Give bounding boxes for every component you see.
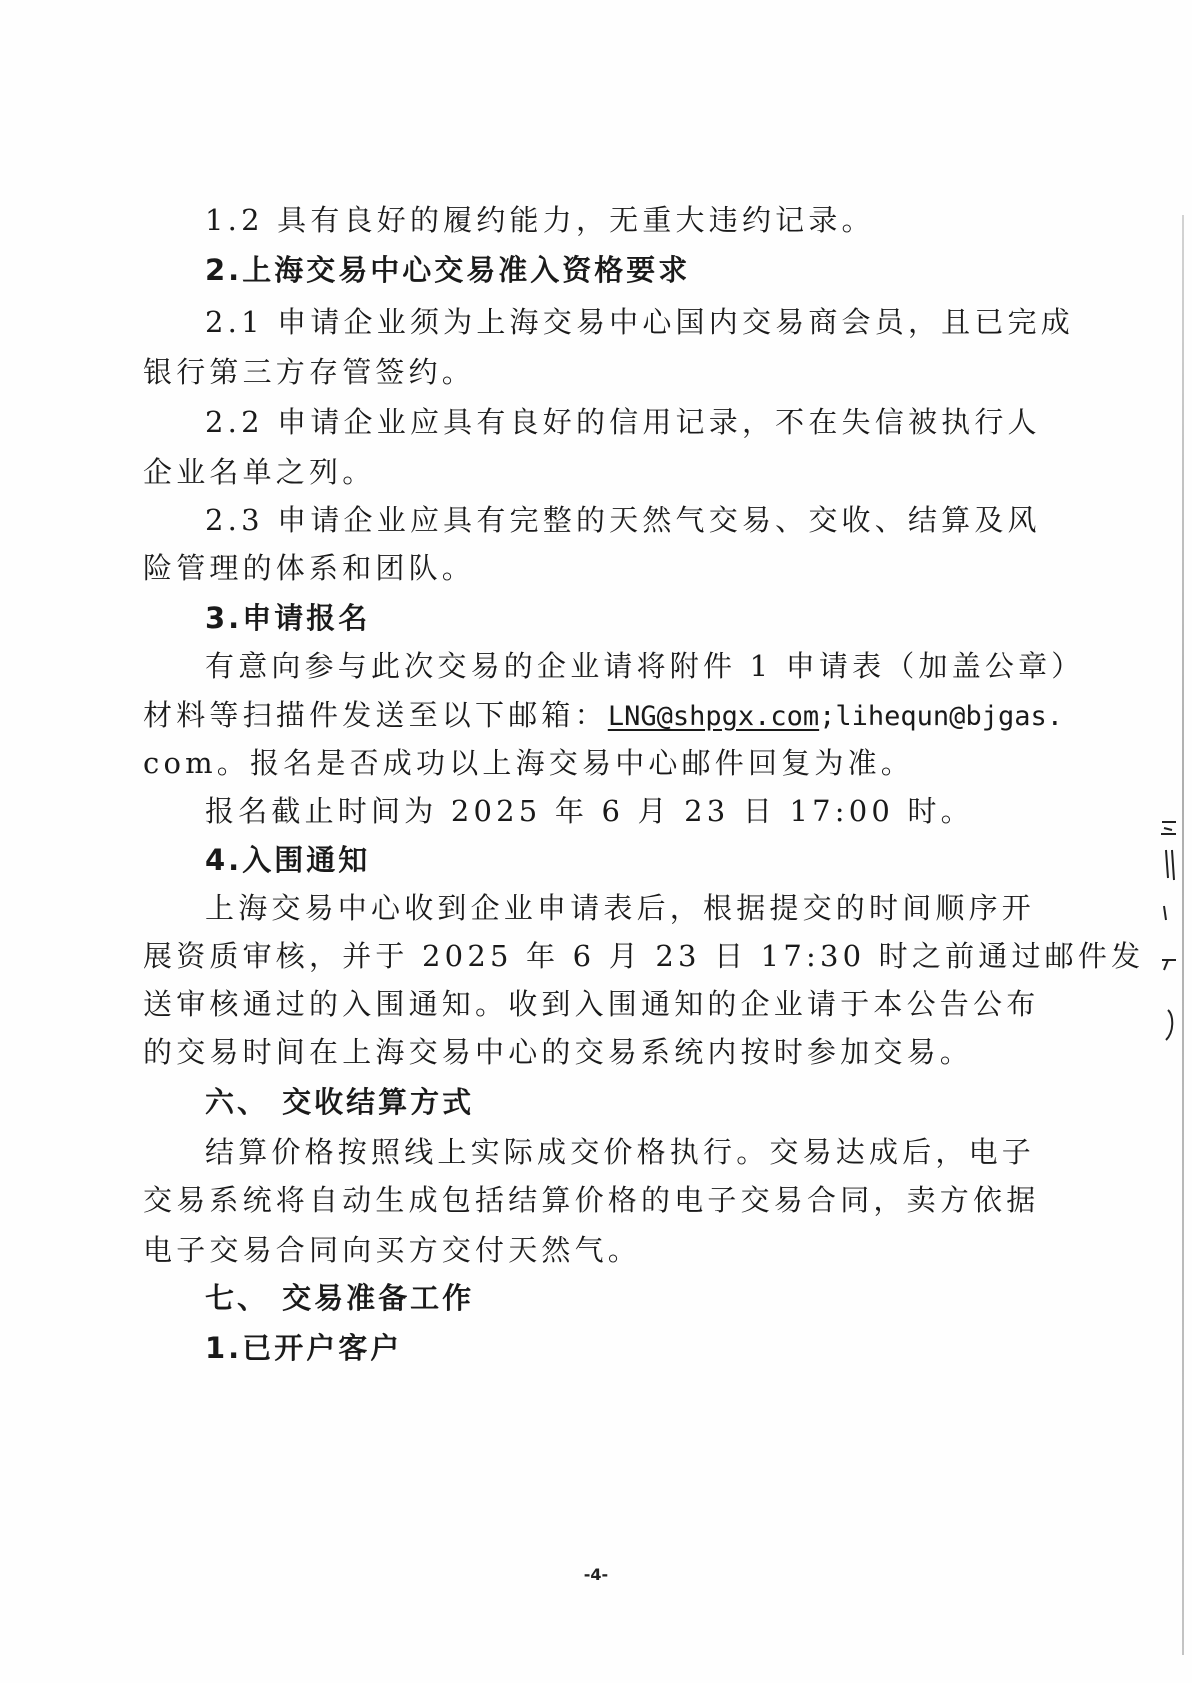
- text-line-notice-d: 的交易时间在上海交易中心的交易系统内按时参加交易。: [143, 1035, 974, 1069]
- text-line-notice-a: 上海交易中心收到企业申请表后，根据提交的时间顺序开: [205, 891, 1036, 925]
- text-line-registration-b: [143, 697, 1063, 735]
- heading-6-settlement: 六、 交收结算方式: [205, 1085, 475, 1119]
- text-line-settlement-a: 结算价格按照线上实际成交价格执行。交易达成后，电子: [205, 1135, 1036, 1169]
- text-line-2-3-b: 险管理的体系和团队。: [143, 551, 476, 585]
- text-line-2-1-b: 银行第三方存管签约。: [143, 355, 476, 389]
- scan-edge-marks: [1158, 820, 1180, 1050]
- text-line-registration-c: com。报名是否成功以上海交易中心邮件回复为准。: [143, 746, 915, 780]
- text-line-registration-a: 有意向参与此次交易的企业请将附件 1 申请表（加盖公章）: [205, 649, 1085, 683]
- text-line-notice-b: 展资质审核，并于 2025 年 6 月 23 日 17:30 时之前通过邮件发: [143, 939, 1145, 973]
- text-line-2-2-a: 2.2 申请企业应具有良好的信用记录，不在失信被执行人: [205, 405, 1041, 439]
- text-line-1-2: 1.2 具有良好的履约能力，无重大违约记录。: [205, 203, 875, 237]
- heading-3-registration: 3.申请报名: [205, 601, 371, 635]
- page-number: -4-: [583, 1565, 609, 1584]
- text-line-2-3-a: 2.3 申请企业应具有完整的天然气交易、交收、结算及风: [205, 503, 1041, 537]
- text-line-notice-c: 送审核通过的入围通知。收到入围通知的企业请于本公告公布: [143, 987, 1040, 1021]
- heading-4-shortlist-notice: 4.入围通知: [205, 843, 371, 877]
- text-line-deadline: 报名截止时间为 2025 年 6 月 23 日 17:00 时。: [205, 794, 974, 828]
- text-line-settlement-c: 电子交易合同向买方交付天然气。: [143, 1233, 642, 1267]
- email-intro-text: 材料等扫描件发送至以下邮箱：: [143, 698, 608, 732]
- text-line-settlement-b: 交易系统将自动生成包括结算价格的电子交易合同，卖方依据: [143, 1183, 1040, 1217]
- text-line-2-2-b: 企业名单之列。: [143, 455, 376, 489]
- heading-2-access-requirements: 2.上海交易中心交易准入资格要求: [205, 253, 691, 287]
- heading-7-preparation: 七、 交易准备工作: [205, 1281, 475, 1315]
- scan-edge-line: [1182, 215, 1184, 1655]
- text-line-2-1-a: 2.1 申请企业须为上海交易中心国内交易商会员，且已完成: [205, 305, 1074, 339]
- email-link-lng[interactable]: LNG@shpgx.com: [607, 701, 820, 732]
- email-text-lihequn: ;lihequn@bjgas.: [819, 701, 1063, 732]
- heading-7-1-opened-clients: 1.已开户客户: [205, 1331, 403, 1365]
